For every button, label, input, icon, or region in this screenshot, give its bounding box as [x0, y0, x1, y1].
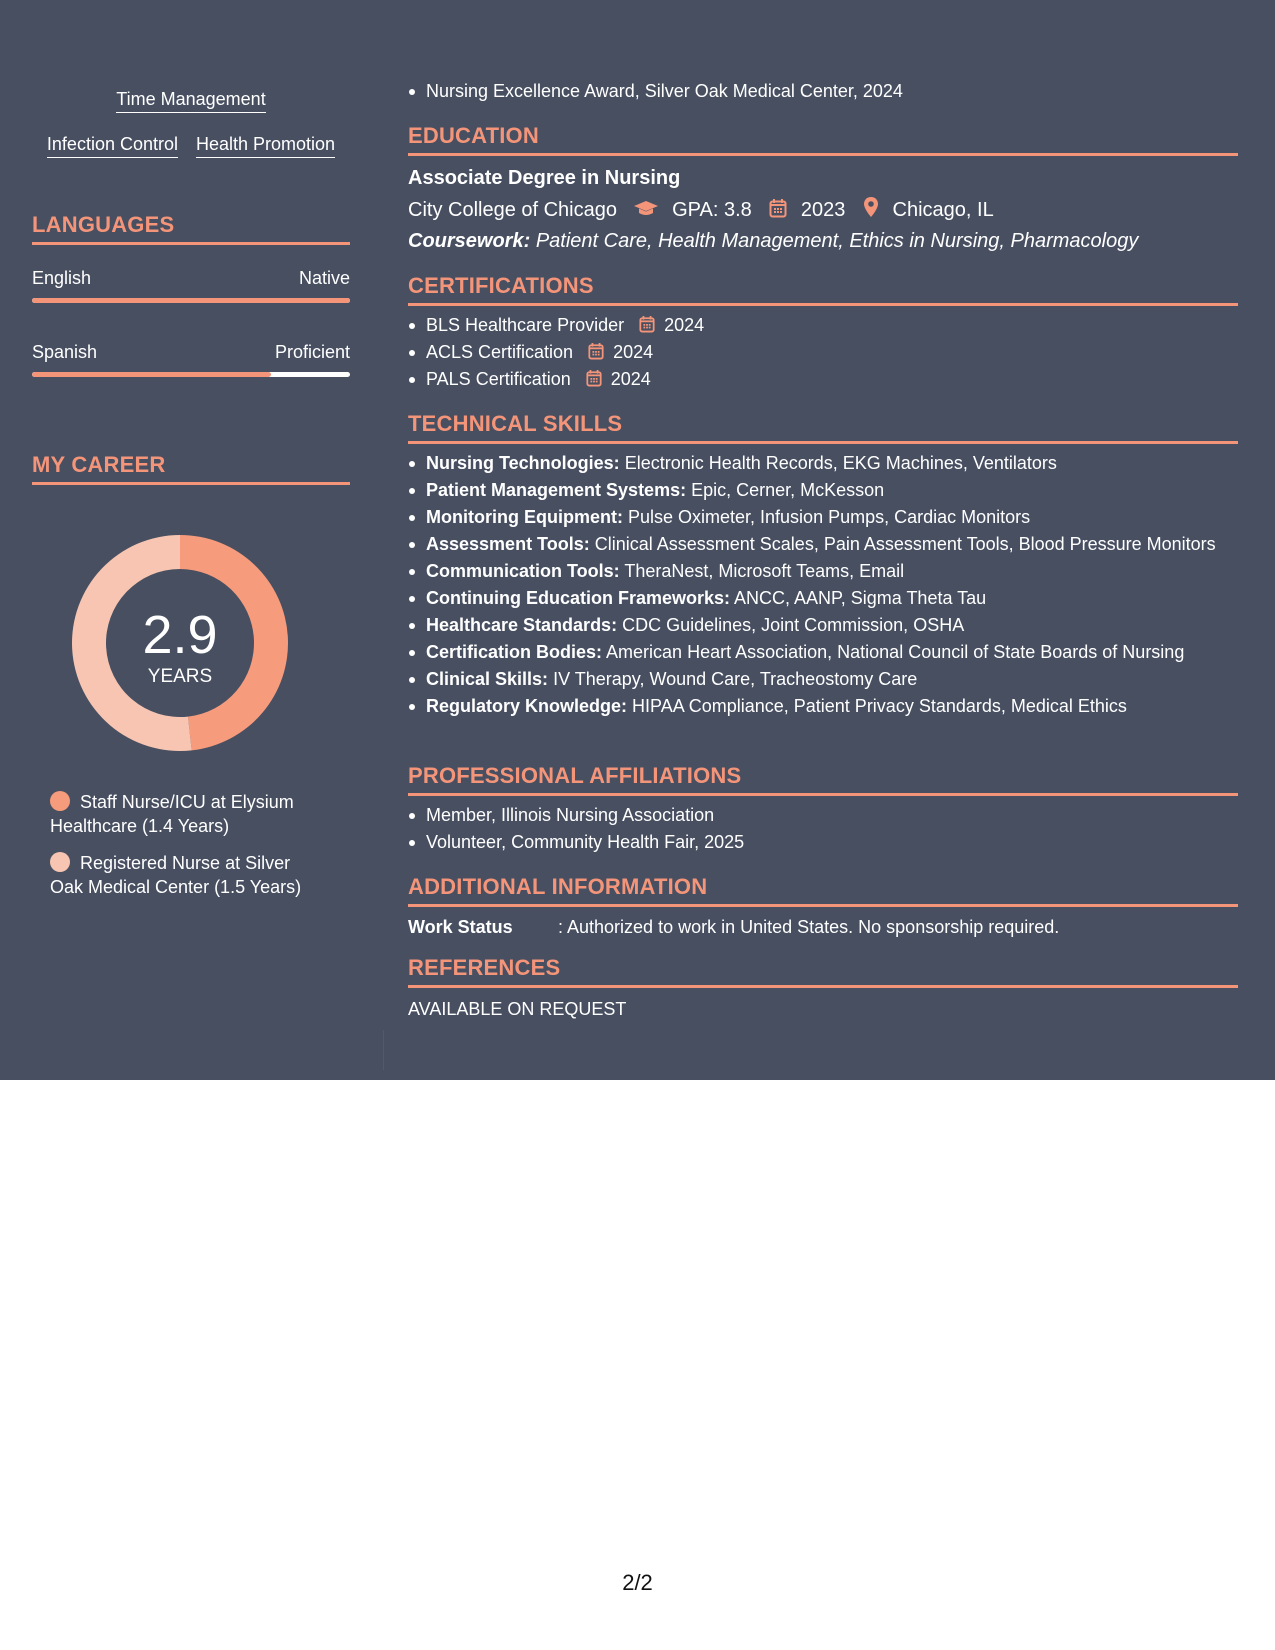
skill-values: Clinical Assessment Scales, Pain Assessment Tools, Blood Pressure Monitors — [594, 534, 1216, 554]
certification-year: 2024 — [610, 369, 651, 389]
list-item — [426, 366, 1238, 393]
skills-row-2 — [32, 133, 350, 158]
skill-values: Electronic Health Records, EKG Machines, Ventilators — [624, 453, 1057, 473]
technical-skills-section — [408, 411, 1238, 720]
section-title: REFERENCES — [408, 955, 561, 980]
technical-skills-list — [408, 450, 1238, 720]
language-name: Spanish — [32, 342, 98, 362]
skill-chip: Time Management — [116, 88, 265, 113]
certifications-list — [408, 312, 1238, 393]
language-level: Native — [298, 268, 350, 288]
skill-category: Monitoring Equipment: — [426, 507, 623, 527]
skill-category: Clinical Skills: — [426, 669, 549, 689]
language-item — [32, 341, 350, 377]
map-pin-icon — [863, 196, 879, 218]
career-donut-chart — [66, 529, 294, 757]
skill-values: American Heart Association, National Council of State Boards of Nursing — [606, 642, 1185, 662]
skill-chip: Health Promotion — [196, 133, 335, 158]
language-level-fill — [32, 372, 271, 377]
career-total: 2.9 — [142, 605, 218, 665]
calendar-icon — [639, 315, 655, 333]
language-level-bar — [32, 298, 350, 303]
section-rule — [408, 303, 1238, 306]
skill-category: Healthcare Standards: — [426, 615, 618, 635]
section-rule — [408, 441, 1238, 444]
language-level: Proficient — [274, 342, 350, 362]
skill-values: CDC Guidelines, Joint Commission, OSHA — [622, 615, 965, 635]
skill-category: Certification Bodies: — [426, 642, 603, 662]
list-item: Volunteer, Community Health Fair, 2025 — [426, 829, 1238, 856]
list-item: Nursing Excellence Award, Silver Oak Medical Center, 2024 — [426, 78, 1256, 105]
column-divider — [383, 1030, 384, 1070]
skill-category: Patient Management Systems: — [426, 480, 687, 500]
graduation-cap-icon — [633, 200, 659, 218]
list-item — [426, 639, 1238, 666]
section-title: MY CAREER — [32, 452, 166, 477]
school-location: Chicago, IL — [892, 199, 994, 221]
certification-name: BLS Healthcare Provider — [426, 315, 625, 335]
skill-category: Regulatory Knowledge: — [426, 696, 628, 716]
skill-values: Pulse Oximeter, Infusion Pumps, Cardiac Monitors — [627, 507, 1031, 527]
language-level-bar — [32, 372, 350, 377]
gpa-value: GPA: 3.8 — [672, 199, 752, 221]
references-section — [408, 955, 1238, 1021]
list-item — [426, 504, 1238, 531]
section-title: EDUCATION — [408, 123, 539, 148]
section-title: ADDITIONAL INFORMATION — [408, 874, 708, 899]
coursework-text: Patient Care, Health Management, Ethics in Nursing, Pharmacology — [535, 230, 1139, 252]
certification-year: 2024 — [613, 342, 654, 362]
skill-category: Assessment Tools: — [426, 534, 590, 554]
affiliations-section — [408, 763, 1238, 856]
education-details — [408, 196, 1238, 223]
language-level-fill — [32, 298, 350, 303]
work-status-label: Work Status — [408, 917, 513, 937]
section-rule — [408, 153, 1238, 156]
section-title: PROFESSIONAL AFFILIATIONS — [408, 763, 742, 788]
skill-values: HIPAA Compliance, Patient Privacy Standards, Medical Ethics — [632, 696, 1127, 716]
career-section — [32, 452, 350, 485]
languages-section — [32, 212, 350, 377]
language-name: English — [32, 268, 92, 288]
language-item — [32, 267, 350, 303]
list-item — [426, 531, 1238, 558]
legend-label: Registered Nurse at Silver Oak Medical Center (1.5 Years) — [50, 853, 302, 897]
section-rule — [408, 985, 1238, 988]
page-number: 2/2 — [622, 1570, 653, 1595]
coursework-label: Coursework: — [408, 230, 531, 252]
skill-category: Nursing Technologies: — [426, 453, 620, 473]
coursework — [408, 228, 1238, 254]
left-column — [32, 0, 350, 1080]
legend-label: Staff Nurse/ICU at Elysium Healthcare (1.4 Years) — [50, 792, 294, 836]
school-name: City College of Chicago — [408, 199, 617, 221]
calendar-icon — [588, 342, 604, 360]
certifications-section — [408, 273, 1238, 393]
section-title: TECHNICAL SKILLS — [408, 411, 623, 436]
section-rule — [408, 793, 1238, 796]
additional-info-section — [408, 874, 1238, 939]
skill-values: IV Therapy, Wound Care, Tracheostomy Care — [553, 669, 918, 689]
list-item: Member, Illinois Nursing Association — [426, 802, 1238, 829]
education-section — [408, 123, 1238, 254]
graduation-year: 2023 — [800, 199, 846, 221]
list-item — [426, 450, 1238, 477]
affiliations-list — [408, 802, 1238, 856]
degree-title: Associate Degree in Nursing — [408, 167, 681, 189]
skill-values: TheraNest, Microsoft Teams, Email — [624, 561, 905, 581]
references-text: AVAILABLE ON REQUEST — [408, 999, 627, 1019]
list-item — [426, 693, 1238, 720]
legend-dot-icon — [50, 852, 70, 872]
certification-name: PALS Certification — [426, 369, 571, 389]
legend-item — [50, 790, 320, 838]
career-legend — [50, 790, 320, 899]
section-title: LANGUAGES — [32, 212, 175, 237]
work-status-text: : Authorized to work in United States. No sponsorship required. — [558, 917, 1060, 937]
section-rule — [408, 904, 1238, 907]
legend-item — [50, 851, 320, 899]
list-item — [426, 312, 1238, 339]
work-status — [408, 915, 1238, 939]
list-item — [426, 666, 1238, 693]
list-item — [426, 558, 1238, 585]
list-item — [426, 339, 1238, 366]
list-item — [426, 477, 1238, 504]
skill-category: Communication Tools: — [426, 561, 620, 581]
skill-chip: Infection Control — [47, 133, 178, 158]
certification-name: ACLS Certification — [426, 342, 574, 362]
list-item — [426, 612, 1238, 639]
certification-year: 2024 — [664, 315, 705, 335]
calendar-icon — [586, 369, 602, 387]
legend-dot-icon — [50, 791, 70, 811]
skill-values: Epic, Cerner, McKesson — [691, 480, 885, 500]
section-rule — [32, 482, 350, 485]
skills-row-1 — [32, 88, 350, 113]
skill-values: ANCC, AANP, Sigma Theta Tau — [734, 588, 987, 608]
list-item — [426, 585, 1238, 612]
awards-list — [408, 78, 1256, 105]
section-rule — [32, 242, 350, 245]
section-title: CERTIFICATIONS — [408, 273, 594, 298]
skill-category: Continuing Education Frameworks: — [426, 588, 731, 608]
calendar-icon — [769, 198, 787, 218]
career-unit: YEARS — [147, 666, 213, 687]
